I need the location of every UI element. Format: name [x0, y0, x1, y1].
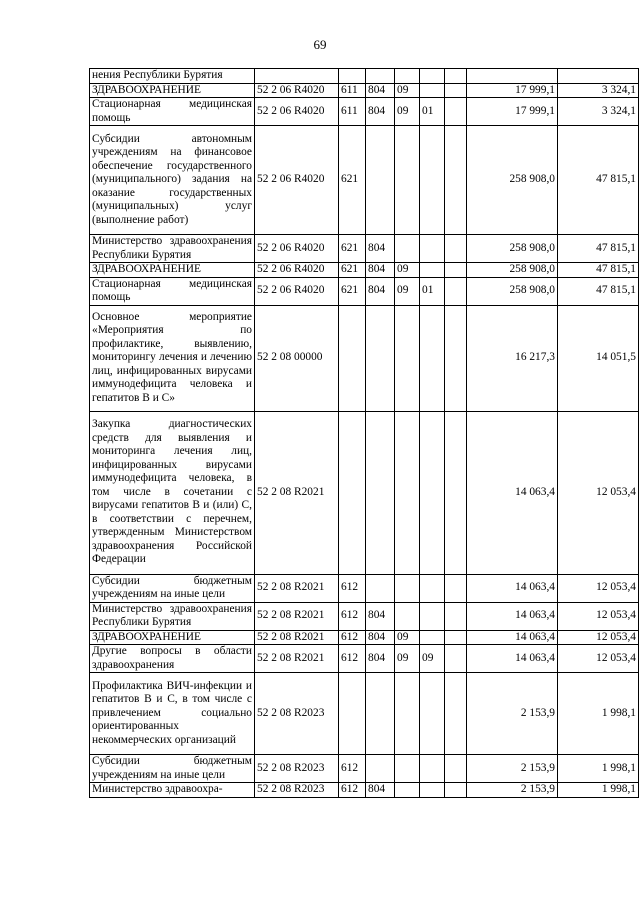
row-sum-first — [467, 69, 558, 84]
row-sum-second: 12 053,4 — [558, 602, 639, 630]
row-expense-type: 611 — [339, 98, 366, 126]
row-subsection — [420, 783, 445, 798]
row-sum-first: 2 153,9 — [467, 783, 558, 798]
row-name: Профилактика ВИЧ-инфекции и гепатитов B и C, в том числе с привлечением социально ориентированных некоммерческих организаций — [90, 673, 255, 755]
row-name: Стационарная медицинская помощь — [90, 98, 255, 126]
row-section — [395, 126, 420, 235]
row-section: 09 — [395, 263, 420, 278]
table-row — [90, 126, 639, 235]
row-subsection: 01 — [420, 98, 445, 126]
row-expense-type: 612 — [339, 574, 366, 602]
row-expense-type: 621 — [339, 126, 366, 235]
row-ministry-code — [366, 574, 395, 602]
row-sum-second: 12 053,4 — [558, 645, 639, 673]
row-sum-second: 47 815,1 — [558, 126, 639, 235]
row-name: Субсидии автономным учреждениям на финансовое обеспечение государственного (муниципального) задания на оказание государственных (муниципальных) услуг (выполнение работ) — [90, 126, 255, 235]
row-name: Стационарная медицинская помощь — [90, 277, 255, 305]
row-section: 09 — [395, 630, 420, 645]
row-sum-first: 2 153,9 — [467, 755, 558, 783]
row-section — [395, 783, 420, 798]
row-sum-first: 17 999,1 — [467, 98, 558, 126]
row-sum-second: 47 815,1 — [558, 277, 639, 305]
row-sum-first: 258 908,0 — [467, 277, 558, 305]
row-section: 09 — [395, 645, 420, 673]
table-row — [90, 602, 639, 630]
row-expense-type: 621 — [339, 277, 366, 305]
row-sum-first: 258 908,0 — [467, 235, 558, 263]
row-subsection — [420, 574, 445, 602]
row-section: 09 — [395, 98, 420, 126]
row-sum-second: 12 053,4 — [558, 630, 639, 645]
row-extra — [445, 602, 467, 630]
row-extra — [445, 98, 467, 126]
row-code: 52 2 06 R4020 — [255, 235, 339, 263]
row-ministry-code: 804 — [366, 98, 395, 126]
row-extra — [445, 783, 467, 798]
table-row — [90, 574, 639, 602]
row-ministry-code: 804 — [366, 235, 395, 263]
table-row — [90, 98, 639, 126]
row-sum-second: 1 998,1 — [558, 783, 639, 798]
row-sum-second: 12 053,4 — [558, 411, 639, 574]
row-code: 52 2 08 R2021 — [255, 630, 339, 645]
row-sum-first: 16 217,3 — [467, 305, 558, 411]
row-code: 52 2 06 R4020 — [255, 83, 339, 98]
row-name: Другие вопросы в области здравоохранения — [90, 645, 255, 673]
row-extra — [445, 69, 467, 84]
row-sum-first: 14 063,4 — [467, 630, 558, 645]
row-subsection — [420, 411, 445, 574]
row-code: 52 2 06 R4020 — [255, 277, 339, 305]
row-sum-first: 258 908,0 — [467, 126, 558, 235]
row-sum-second: 12 053,4 — [558, 574, 639, 602]
row-code: 52 2 08 R2023 — [255, 755, 339, 783]
row-extra — [445, 411, 467, 574]
row-code — [255, 69, 339, 84]
row-extra — [445, 277, 467, 305]
row-expense-type — [339, 673, 366, 755]
row-extra — [445, 305, 467, 411]
table-row — [90, 263, 639, 278]
table-row — [90, 783, 639, 798]
row-extra — [445, 673, 467, 755]
row-name: нения Республики Бурятия — [90, 69, 255, 84]
row-section — [395, 755, 420, 783]
row-extra — [445, 263, 467, 278]
row-expense-type: 612 — [339, 630, 366, 645]
table-row — [90, 277, 639, 305]
row-section — [395, 305, 420, 411]
row-extra — [445, 574, 467, 602]
row-code: 52 2 06 R4020 — [255, 126, 339, 235]
row-section: 09 — [395, 277, 420, 305]
row-code: 52 2 08 R2021 — [255, 411, 339, 574]
table-row — [90, 69, 639, 84]
row-expense-type: 621 — [339, 263, 366, 278]
row-code: 52 2 08 R2023 — [255, 783, 339, 798]
row-subsection — [420, 305, 445, 411]
row-ministry-code: 804 — [366, 783, 395, 798]
row-sum-first: 14 063,4 — [467, 411, 558, 574]
row-sum-second: 1 998,1 — [558, 755, 639, 783]
row-extra — [445, 83, 467, 98]
row-section — [395, 673, 420, 755]
table-row — [90, 630, 639, 645]
row-name: Закупка диагностических средств для выявления и мониторинга лечения лиц, инфицированных вирусами иммунодефицита человека, в том числе в сочетании с вирусами гепатитов B и (или) C, в соответствии с перечнем, утвержденным Министерством здравоохранения Российской Федерации — [90, 411, 255, 574]
table-row — [90, 235, 639, 263]
row-code: 52 2 08 R2023 — [255, 673, 339, 755]
table-row — [90, 83, 639, 98]
row-subsection — [420, 673, 445, 755]
row-section — [395, 574, 420, 602]
row-section — [395, 411, 420, 574]
row-extra — [445, 645, 467, 673]
row-sum-second — [558, 69, 639, 84]
row-section: 09 — [395, 83, 420, 98]
row-ministry-code: 804 — [366, 602, 395, 630]
row-expense-type — [339, 69, 366, 84]
row-sum-second: 47 815,1 — [558, 235, 639, 263]
row-name: Министерство здравоохранения Республики Бурятия — [90, 235, 255, 263]
row-expense-type: 612 — [339, 755, 366, 783]
row-ministry-code: 804 — [366, 630, 395, 645]
row-sum-first: 17 999,1 — [467, 83, 558, 98]
row-subsection — [420, 126, 445, 235]
row-sum-second: 1 998,1 — [558, 673, 639, 755]
table-body — [90, 69, 639, 798]
budget-table — [89, 68, 639, 798]
row-code: 52 2 08 R2021 — [255, 574, 339, 602]
row-code: 52 2 08 R2021 — [255, 602, 339, 630]
row-code: 52 2 06 R4020 — [255, 263, 339, 278]
row-ministry-code: 804 — [366, 263, 395, 278]
row-name: ЗДРАВООХРАНЕНИЕ — [90, 83, 255, 98]
row-subsection: 01 — [420, 277, 445, 305]
row-subsection — [420, 602, 445, 630]
row-ministry-code: 804 — [366, 277, 395, 305]
table-row — [90, 305, 639, 411]
row-sum-first: 14 063,4 — [467, 645, 558, 673]
row-sum-second: 3 324,1 — [558, 83, 639, 98]
row-expense-type — [339, 305, 366, 411]
row-sum-first: 14 063,4 — [467, 602, 558, 630]
row-name: Основное мероприятие «Мероприятия по профилактике, выявлению, мониторингу лечения и лечению лиц, инфицированных вирусами иммунодефицита человека и гепатитов B и C» — [90, 305, 255, 411]
row-section — [395, 69, 420, 84]
row-name: Министерство здравоохранения Республики Бурятия — [90, 602, 255, 630]
row-subsection — [420, 755, 445, 783]
row-ministry-code — [366, 673, 395, 755]
row-section — [395, 602, 420, 630]
page-number: 69 — [313, 37, 327, 52]
row-subsection — [420, 83, 445, 98]
row-name: Министерство здравоохра- — [90, 783, 255, 798]
row-name: Субсидии бюджетным учреждениям на иные цели — [90, 755, 255, 783]
row-extra — [445, 126, 467, 235]
row-subsection — [420, 235, 445, 263]
row-extra — [445, 235, 467, 263]
row-name: ЗДРАВООХРАНЕНИЕ — [90, 630, 255, 645]
row-extra — [445, 630, 467, 645]
row-ministry-code — [366, 305, 395, 411]
row-code: 52 2 08 00000 — [255, 305, 339, 411]
row-expense-type: 621 — [339, 235, 366, 263]
row-sum-first: 258 908,0 — [467, 263, 558, 278]
row-ministry-code: 804 — [366, 83, 395, 98]
table-row — [90, 645, 639, 673]
row-code: 52 2 08 R2021 — [255, 645, 339, 673]
row-name: Субсидии бюджетным учреждениям на иные цели — [90, 574, 255, 602]
row-sum-second: 14 051,5 — [558, 305, 639, 411]
row-expense-type — [339, 411, 366, 574]
table-row — [90, 411, 639, 574]
row-subsection — [420, 69, 445, 84]
row-expense-type: 612 — [339, 602, 366, 630]
row-sum-first: 2 153,9 — [467, 673, 558, 755]
row-ministry-code: 804 — [366, 645, 395, 673]
table-row — [90, 755, 639, 783]
row-ministry-code — [366, 411, 395, 574]
row-expense-type: 612 — [339, 645, 366, 673]
row-sum-first: 14 063,4 — [467, 574, 558, 602]
row-expense-type: 611 — [339, 83, 366, 98]
row-subsection — [420, 630, 445, 645]
row-ministry-code — [366, 126, 395, 235]
table-row — [90, 673, 639, 755]
row-expense-type: 612 — [339, 783, 366, 798]
row-sum-second: 3 324,1 — [558, 98, 639, 126]
row-ministry-code — [366, 755, 395, 783]
row-sum-second: 47 815,1 — [558, 263, 639, 278]
row-subsection: 09 — [420, 645, 445, 673]
row-code: 52 2 06 R4020 — [255, 98, 339, 126]
row-ministry-code — [366, 69, 395, 84]
row-name: ЗДРАВООХРАНЕНИЕ — [90, 263, 255, 278]
row-extra — [445, 755, 467, 783]
row-section — [395, 235, 420, 263]
row-subsection — [420, 263, 445, 278]
